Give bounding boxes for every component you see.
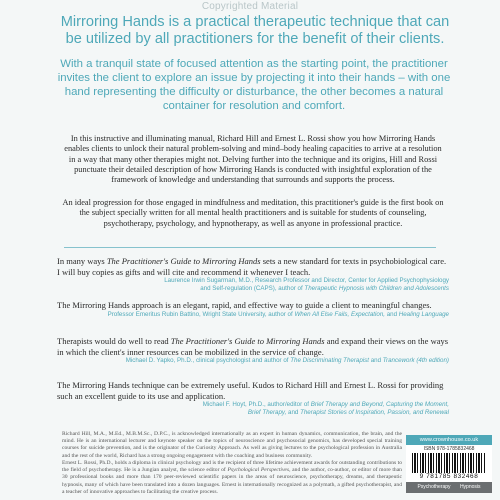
endorsement-1 [57,256,449,293]
endorsement-attribution: Michael F. Hoyt, Ph.D., author/editor of Brief Therapy and Beyond, Capturing the Moment, Brief Therapy, and Therapist Stories of Inspiration, Passion, and Renewal [202,401,449,417]
endorsement-quote: In many ways The Practitioner's Guide to Mirroring Hands sets a new standard for texts in psychobiological care. I will buy copies as gifts and will cite and recommend it whenever I teach. [57,256,447,277]
author-bio-ernest-rossi: Ernest L. Rossi, Ph.D., holds a diploma in clinical psychology and is the recipient of three lifetime achievement awards for outstanding contributions to the field of psychotherapy. He is a Jungian analyst, the science editor of Psychological Perspectives, and the author, co-author, or editor of more than 30 professional books and more than 170 peer-reviewed scientific papers in the areas of neuroscience, psychotherapy, dreams, and therapeutic hypnosis, many of which have been translated into a dozen languages. Ernest is internationally recognized as a polymath, a gifted psychotherapist, and a teacher of innovative approaches to facilitating the creative process. [62,460,402,495]
description-paragraph-2: An ideal progression for those engaged in mindfulness and meditation, this practitioner's guide is the first book on the subject specially written for all mental health practitioners and is suitable for students of counseling, psychotherapy, psychology, and hypnotherapy, as well as anyone in professional practice. [62,198,444,228]
isbn-label: ISBN 978-1785832468 [423,446,475,452]
endorsement-attribution: Michael D. Yapko, Ph.D., clinical psychologist and author of The Discriminating Therapist and Trancework (4th edition) [125,357,449,365]
endorsement-attribution: Laurence Irwin Sugarman, M.D., Research Professor and Director, Center for Applied Psychophysiology and Self-regulation (CAPS), author of Therapeutic Hypnosis with Children and Adolescents [164,277,449,293]
category-label: Hypnosis [459,484,481,490]
description-paragraph-1: In this instructive and illuminating manual, Richard Hill and Ernest L. Rossi show you how Mirroring Hands enables clients to unlock their natural problem-solving and mind–body healing capacities to arrive at a resolution in a way that many other therapies might not. Delving further into the technique and its origins, Hill and Rossi punctuate their detailed description of how Mirroring Hands is conducted with insightful exploration of the framework of knowledge and understanding that surrounds and supports the process. [64,134,442,185]
endorsement-quote: The Mirroring Hands approach is an elegant, rapid, and effective way to guide a client to meaningful changes. [57,300,432,310]
publisher-url: www.crownhouse.co.uk [406,435,492,445]
divider [64,247,436,248]
lead-subheading: With a tranquil state of focused attention as the starting point, the practitioner invites the client to explore an issue by projecting it into their hands – with one hand representing the difficulty or disturbance, the other becomes a natural container for resolution and comfort. [57,58,451,112]
endorsement-quote: Therapists would do well to read The Practitioner's Guide to Mirroring Hands and expand their views on the ways in which the client's inner resources can be mobilized in the service of change. [57,336,449,357]
lead-heading: Mirroring Hands is a practical therapeutic technique that can be utilized by all practitioners for the benefit of their clients. [60,14,450,47]
endorsement-4 [57,380,449,417]
endorsement-3 [57,336,449,365]
category-label: Psychotherapy [417,484,451,490]
isbn-block [406,435,492,493]
category-strip [406,482,492,493]
barcode [412,453,486,473]
endorsement-quote: The Mirroring Hands technique can be extremely useful. Kudos to Richard Hill and Ernest L. Rossi for providing such an excellent guide to its use and application. [57,380,444,401]
endorsement-attribution: Professor Emeritus Rubin Battino, Wright State University, author of When All Else Fails, Expectation, and Healing Language [107,310,449,318]
endorsement-2 [57,300,449,319]
author-bio-richard-hill: Richard Hill, M.A., M.Ed., M.B.M.Sc., D.P.C., is acknowledged internationally as an expert in human dynamics, communication, the brain, and the mind. He is an international lecturer and keynote speaker on the topics of neuroscience and psychosocial genomics, has developed special training courses for suicide prevention, and is the originator of the Curiosity Approach. As well as giving lectures to the psychological profession in Australia and the rest of the world, Richard has a strong ongoing engagement with the coaching and business community. [62,431,402,459]
isbn-digits: 9 781785 832468 [419,473,479,480]
watermark: Copyrighted Material [201,1,299,12]
